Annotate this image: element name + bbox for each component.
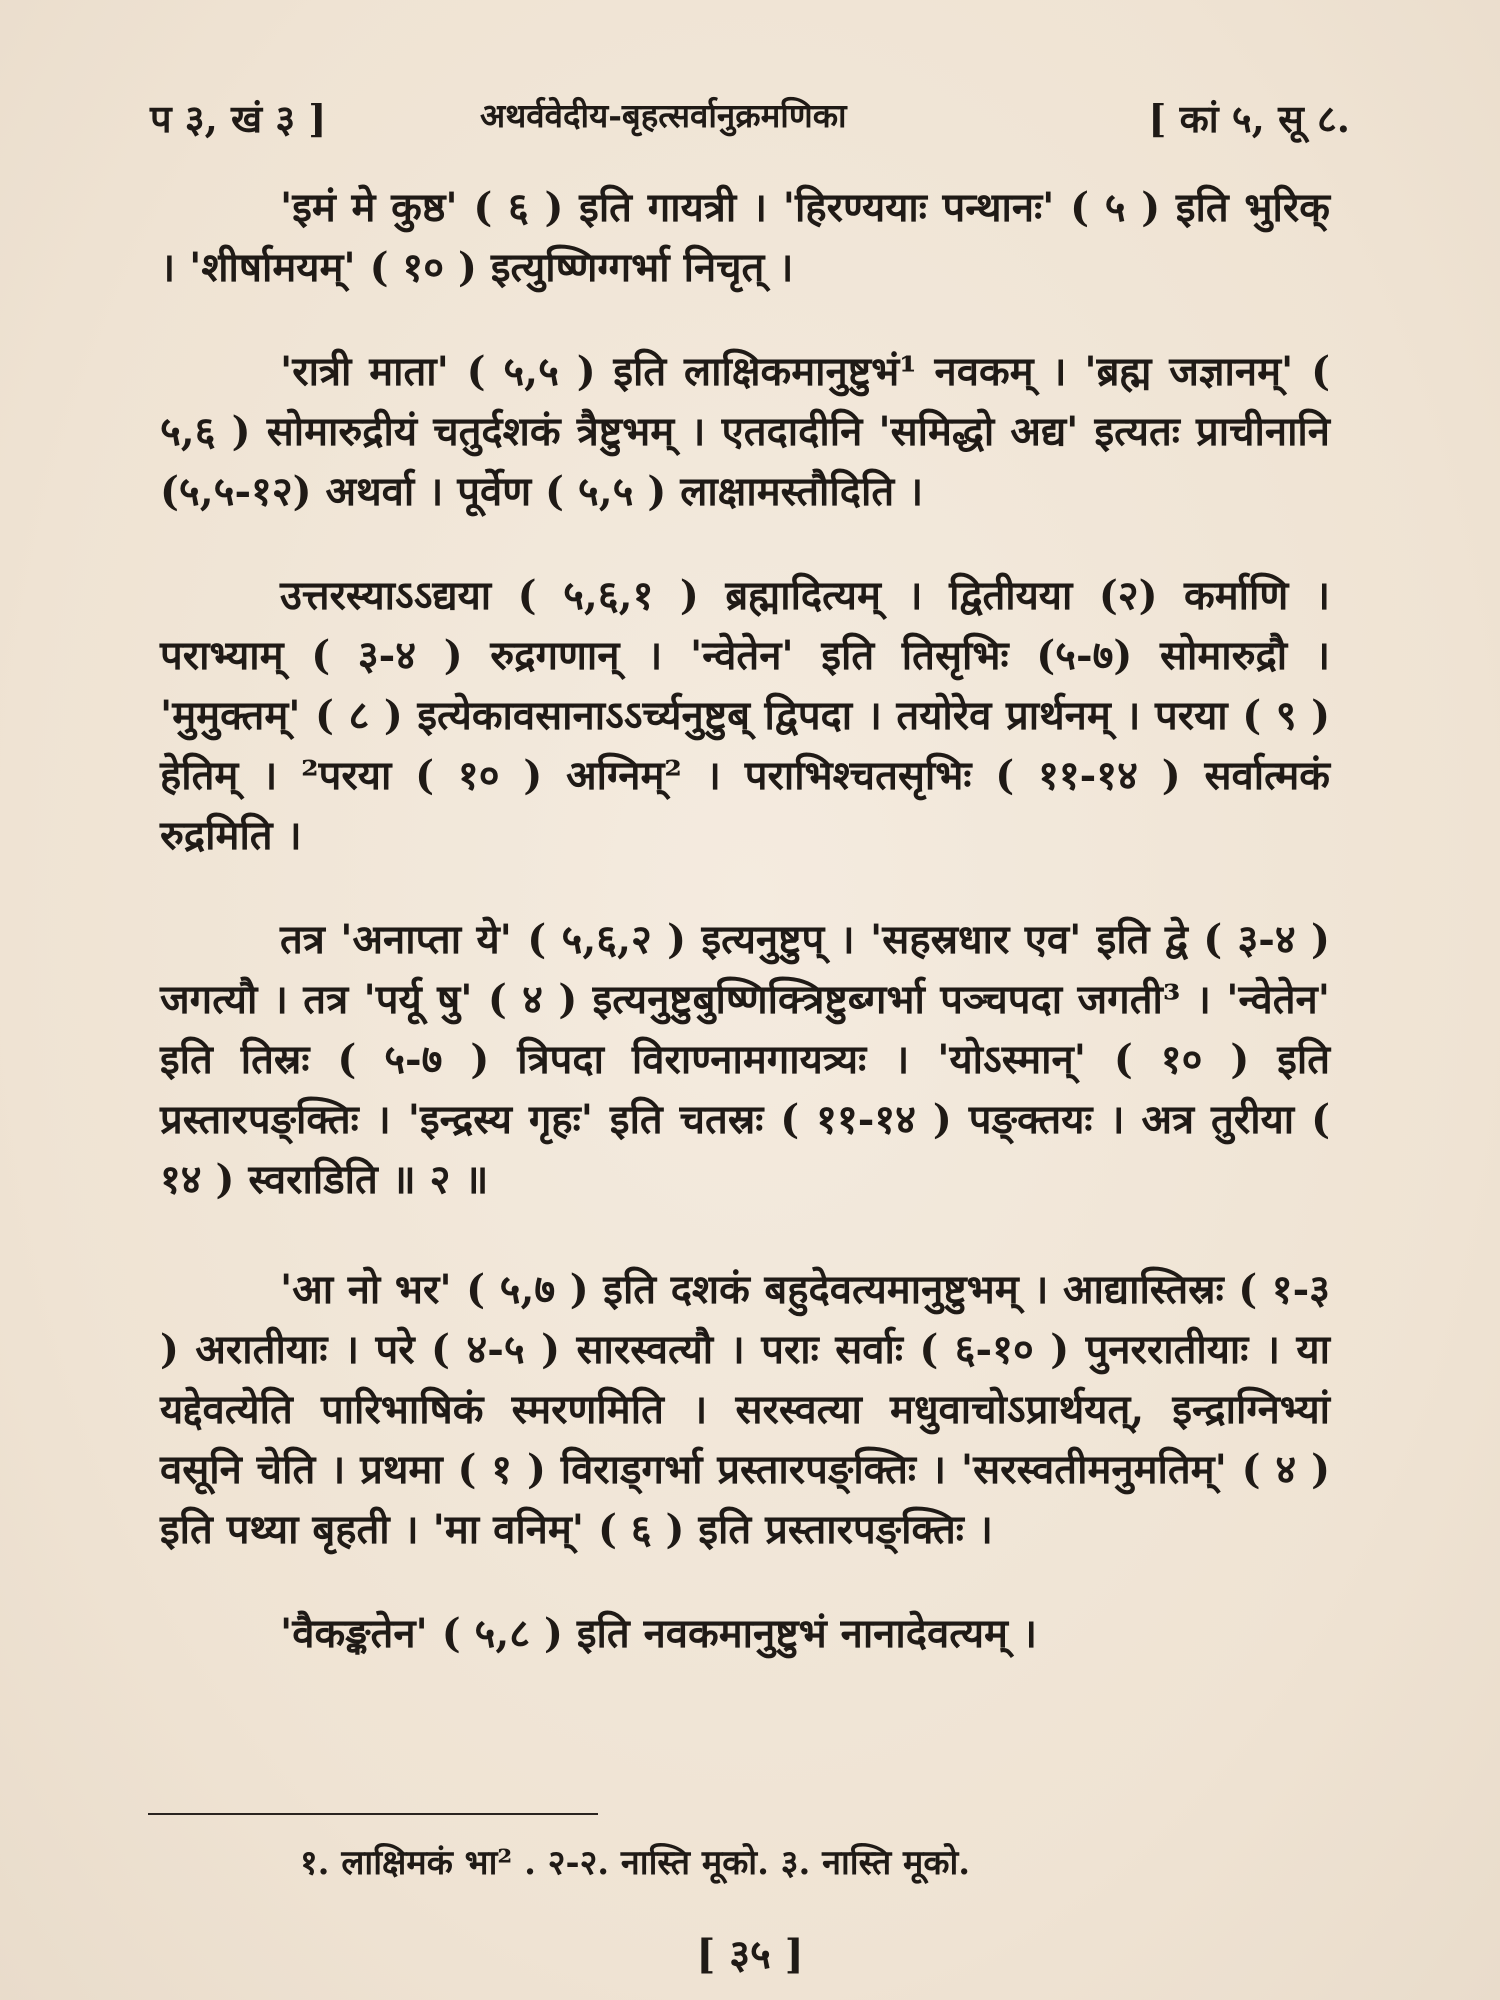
header-book-title: अथर्ववेदीय-बृहत्सर्वानुक्रमणिका	[480, 96, 847, 135]
paragraph: 'इमं मे कुष्ठ' ( ६ ) इति गायत्री । 'हिरण्ययाः पन्थानः' ( ५ ) इति भुरिक् । 'शीर्षामयम्' ( १० ) इत्युष्णिग्गर्भा निचृत् ।	[160, 184, 1330, 291]
paragraph: 'आ नो भर' ( ५,७ ) इति दशकं बहुदेवत्यमानुष्टुभम् । आद्यास्तिस्रः ( १-३ ) अरातीयाः । परे ( ४-५ ) सारस्वत्यौ । पराः सर्वाः ( ६-१० ) पुनररातीयाः । या यद्देवत्येति पारिभाषिकं स्मरणमिति । सरस्वत्या मधुवाचोऽप्रार्थयत्, इन्द्राग्निभ्यां वसूनि चेति । प्रथमा ( १ ) विराड्गर्भा प्रस्तारपङ्क्तिः । 'सरस्वतीमनुमतिम्' ( ४ ) इति पथ्या बृहती । 'मा वनिम्' ( ६ ) इति प्रस्तारपङ्क्तिः ।	[160, 1266, 1330, 1553]
paragraph: उत्तरस्याऽऽद्यया ( ५,६,१ ) ब्रह्मादित्यम् । द्वितीयया (२) कर्माणि । पराभ्याम् ( ३-४ ) रुद्रगणान् । 'न्वेतेन' इति तिसृभिः (५-७) सोमारुद्रौ । 'मुमुक्तम्' ( ८ ) इत्येकावसानाऽऽर्च्यनुष्टुब् द्विपदा । तयोरेव प्रार्थनम् । परया ( ९ ) हेतिम् । ²परया ( १० ) अग्निम्² । पराभिश्चतसृभिः ( ११-१४ ) सर्वात्मकं रुद्रमिति ।	[160, 572, 1330, 859]
page-number: [ ३५ ]	[696, 1931, 804, 1978]
footnote-divider	[148, 1813, 598, 1815]
running-header	[150, 92, 1350, 152]
header-section-ref: प ३, खं ३ ]	[150, 96, 327, 141]
footnotes: १. लाक्षिमकं भा² . २-२. नास्ति मूको. ३. नास्ति मूको.	[300, 1843, 971, 1883]
header-hymn-ref: [ कां ५, सू ८.	[1148, 96, 1350, 141]
paragraph: 'रात्री माता' ( ५,५ ) इति लाक्षिकमानुष्टुभं¹ नवकम् । 'ब्रह्म जज्ञानम्' ( ५,६ ) सोमारुद्रीयं चतुर्दशकं त्रैष्टुभम् । एतदादीनि 'समिद्धो अद्य' इत्यतः प्राचीनानि (५,५-१२) अथर्वा । पूर्वेण ( ५,५ ) लाक्षामस्तौदिति ।	[160, 348, 1330, 515]
paragraph: तत्र 'अनाप्ता ये' ( ५,६,२ ) इत्यनुष्टुप् । 'सहस्रधार एव' इति द्वे ( ३-४ ) जगत्यौ । तत्र 'पर्यू षु' ( ४ ) इत्यनुष्टुबुष्णिक्त्रिष्टुब्गर्भा पञ्चपदा जगती³ । 'न्वेतेन' इति तिस्रः ( ५-७ ) त्रिपदा विराण्नामगायत्र्यः । 'योऽस्मान्' ( १० ) इति प्रस्तारपङ्क्तिः । 'इन्द्रस्य गृहः' इति चतस्रः ( ११-१४ ) पङ्क्तयः । अत्र तुरीया ( १४ ) स्वराडिति ॥ २ ॥	[160, 916, 1330, 1203]
main-text	[160, 178, 1330, 1708]
paragraph: 'वैकङ्कतेन' ( ५,८ ) इति नवकमानुष्टुभं नानादेवत्यम् ।	[280, 1610, 1038, 1657]
